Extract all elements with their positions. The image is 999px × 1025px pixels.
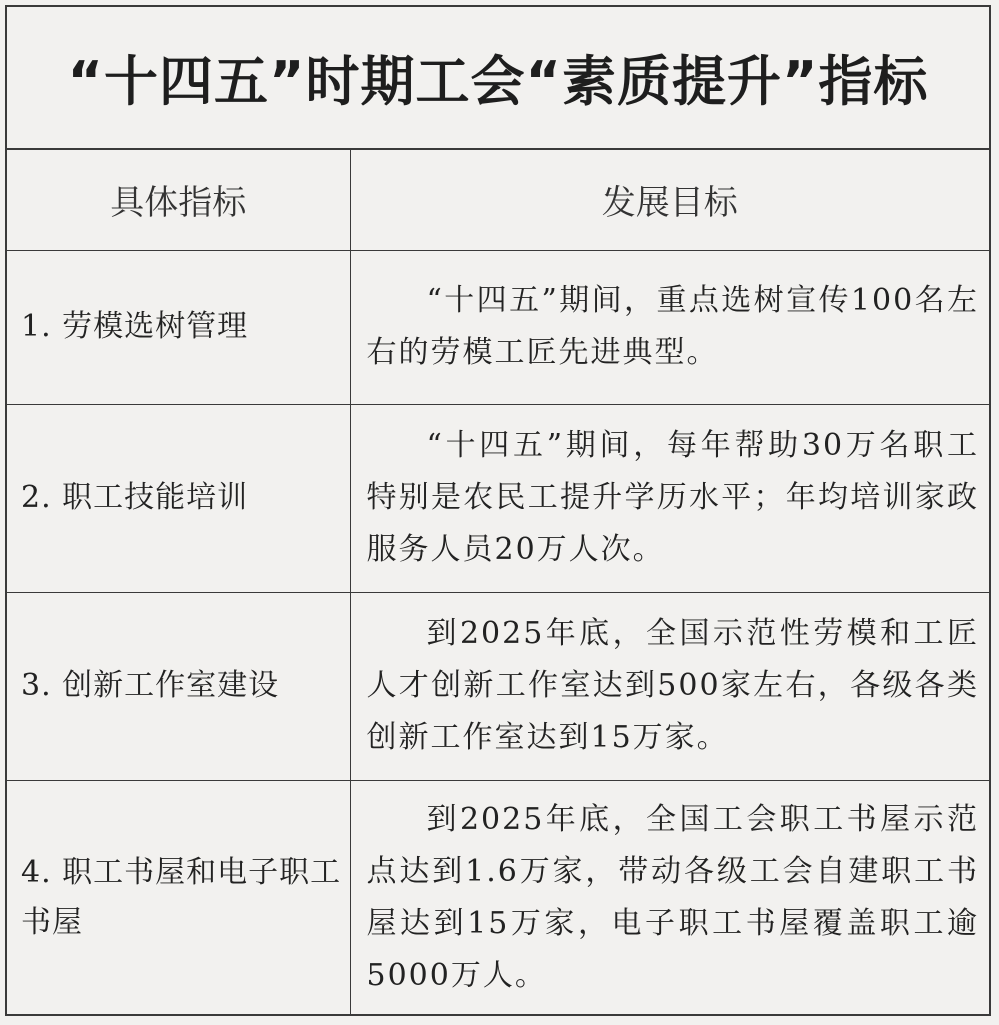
goal-cell: “十四五”期间，每年帮助30万名职工特别是农民工提升学历水平；年均培训家政服务人员20万人次。	[350, 404, 989, 592]
title-row	[7, 7, 989, 150]
goal-cell: 到2025年底，全国示范性劳模和工匠人才创新工作室达到500家左右，各级各类创新工作室达到15万家。	[350, 592, 989, 780]
table-header-row	[7, 150, 989, 250]
goal-cell: 到2025年底，全国工会职工书屋示范点达到1.6万家，带动各级工会自建职工书屋达到15万家，电子职工书屋覆盖职工逾5000万人。	[350, 780, 989, 1016]
table-row	[7, 404, 989, 592]
indicator-cell: 2. 职工技能培训	[7, 404, 350, 592]
goal-cell: “十四五”期间，重点选树宣传100名左右的劳模工匠先进典型。	[350, 250, 989, 404]
indicator-cell: 3. 创新工作室建设	[7, 592, 350, 780]
indicator-cell: 1. 劳模选树管理	[7, 250, 350, 404]
table-row	[7, 592, 989, 780]
table-row	[7, 250, 989, 404]
page-title: “十四五”时期工会“素质提升”指标	[67, 50, 929, 113]
header-goal: 发展目标	[350, 150, 989, 250]
indicator-cell: 4. 职工书屋和电子职工书屋	[7, 780, 350, 1016]
header-indicator: 具体指标	[7, 150, 350, 250]
table-row	[7, 780, 989, 1016]
indicator-table	[7, 150, 989, 1016]
indicator-sheet	[5, 5, 991, 1016]
